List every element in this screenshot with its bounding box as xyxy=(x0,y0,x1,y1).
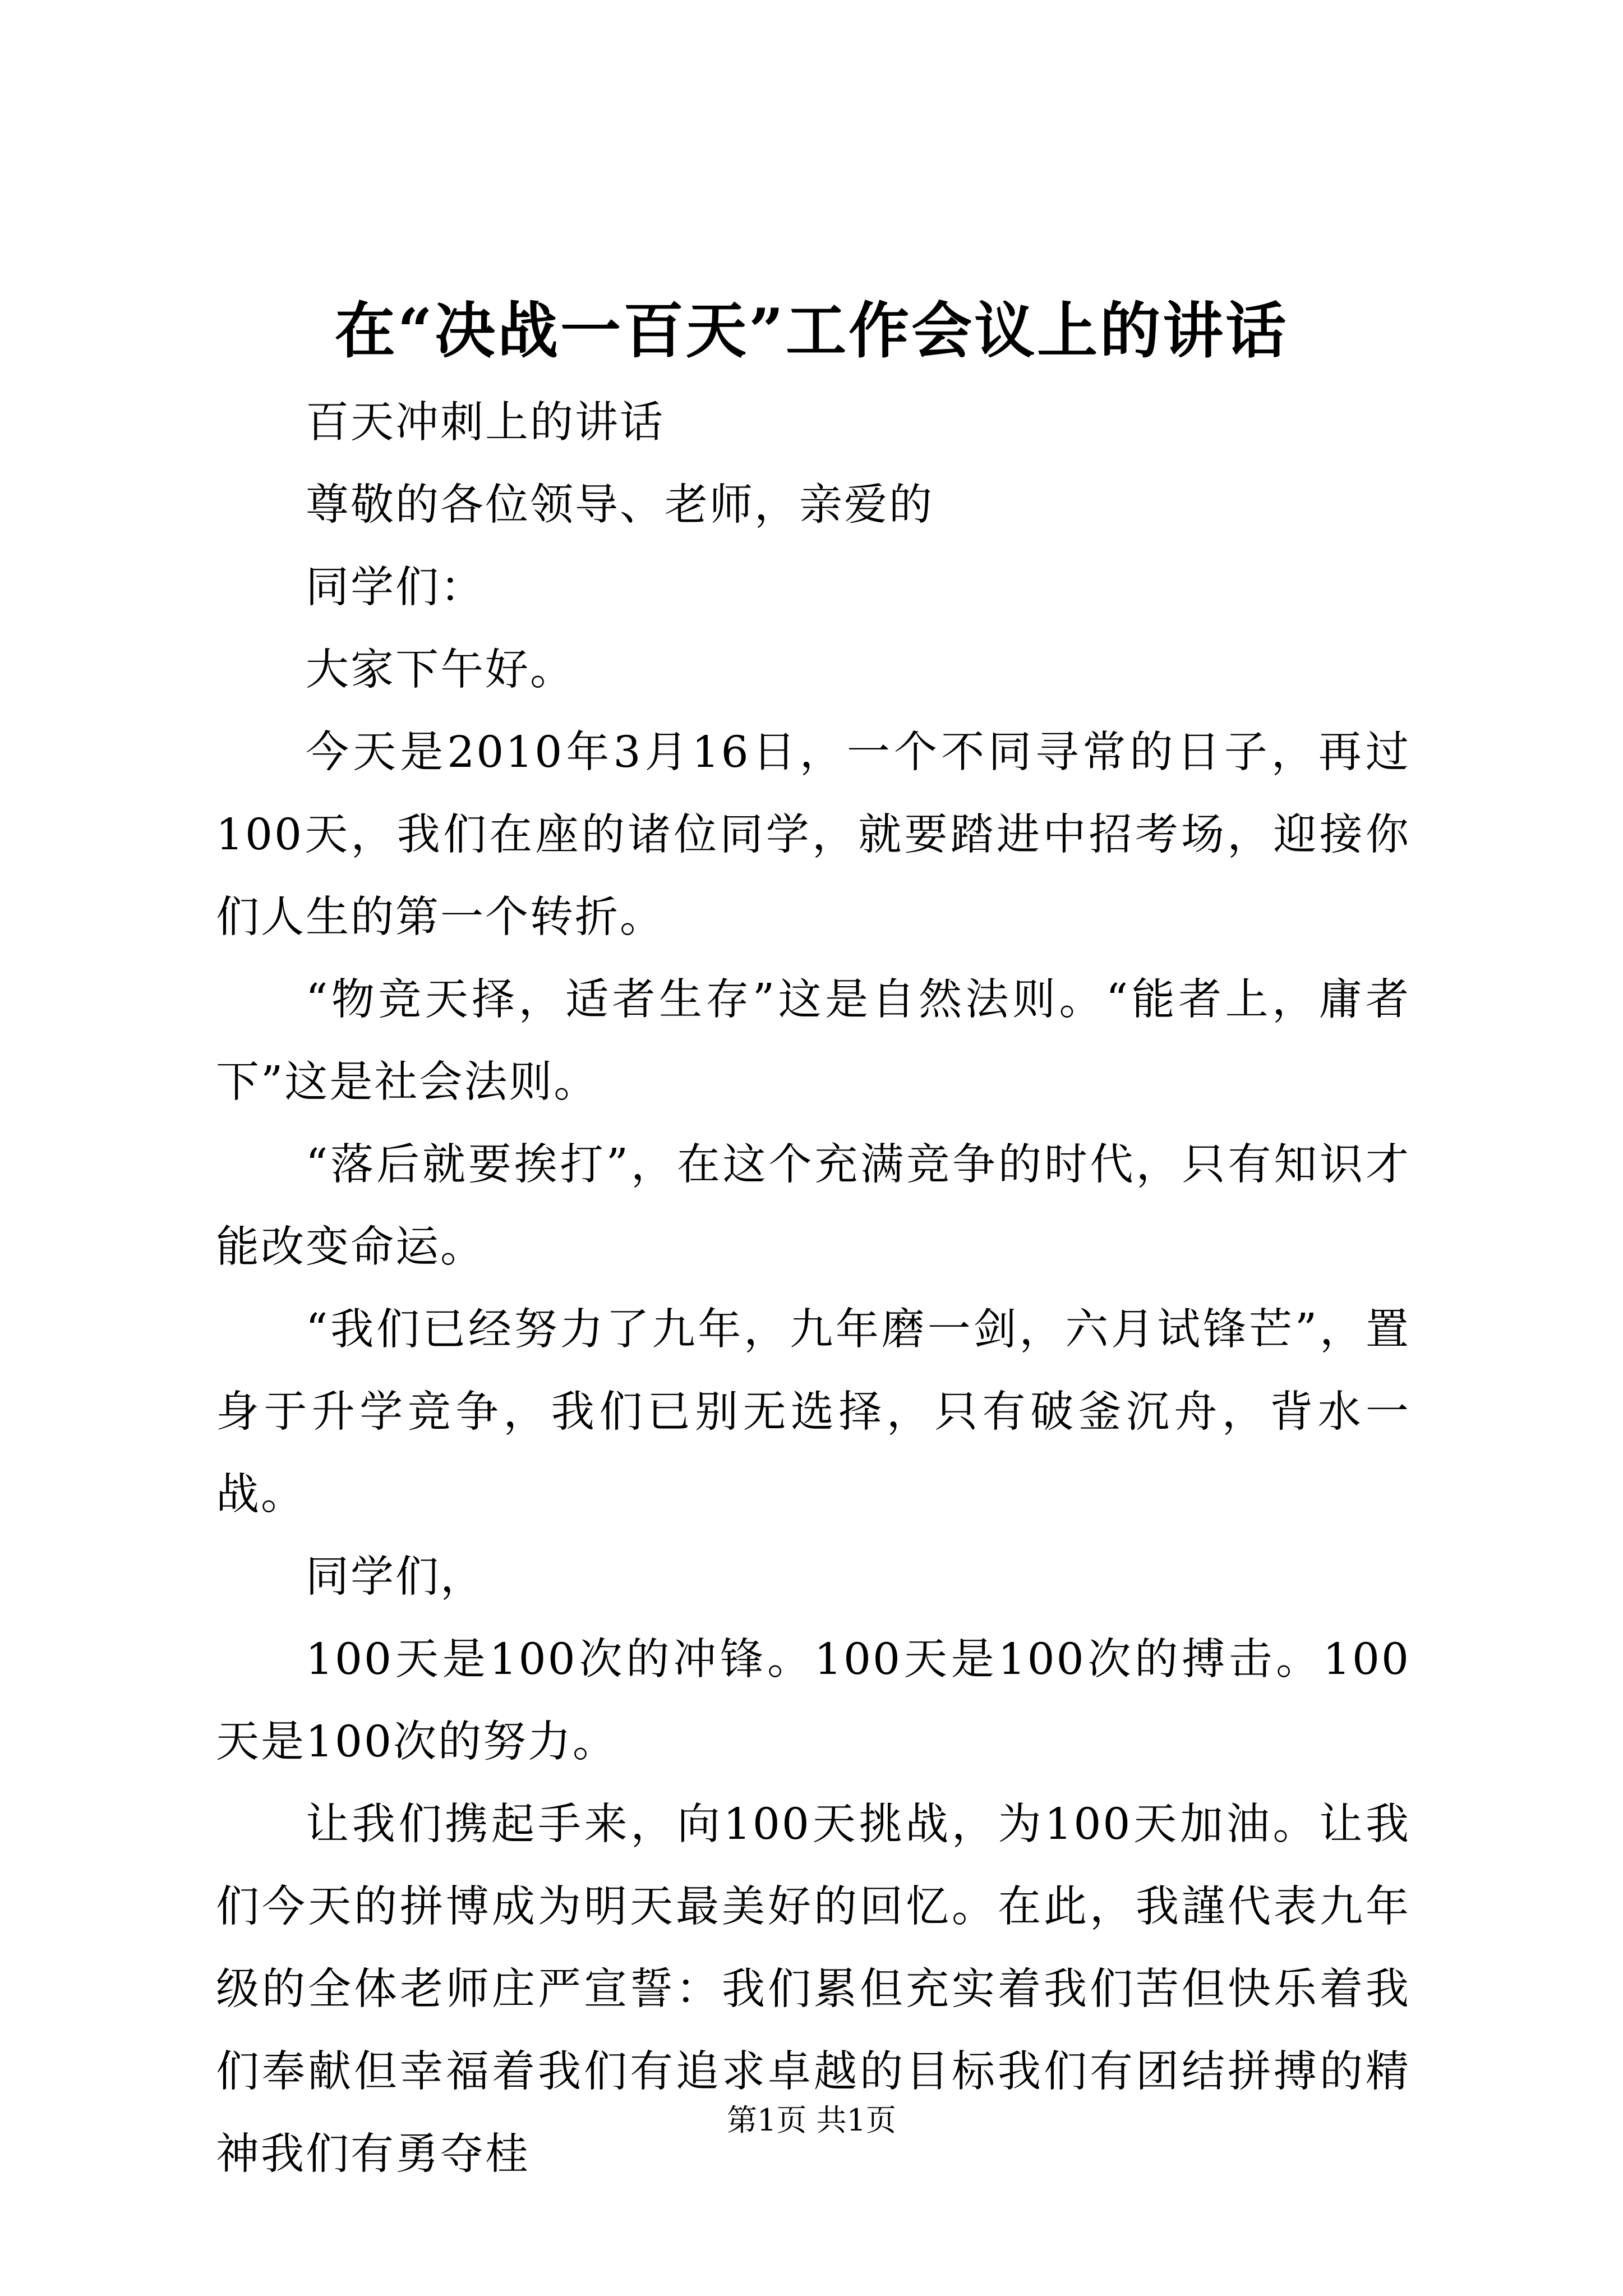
paragraph: “落后就要挨打”，在这个充满竞争的时代，只有知识才能改变命运。 xyxy=(216,1140,1410,1272)
paragraph: 百天冲刺上的讲话 xyxy=(306,398,665,448)
document-body xyxy=(216,381,1410,2196)
paragraph: 100天是100次的冲锋。100天是100次的搏击。100天是100次的努力。 xyxy=(216,1635,1410,1767)
paragraph: “我们已经努力了九年，九年磨一剑，六月试锋芒”，置身于升学竞争，我们已别无选择，只有破釜沉舟，背水一战。 xyxy=(216,1305,1410,1520)
paragraph: 尊敬的各位领导、老师，亲爱的 xyxy=(306,480,934,530)
paragraph: 同学们： xyxy=(306,563,485,613)
paragraph: “物竞天择，适者生存”这是自然法则。“能者上，庸者下”这是社会法则。 xyxy=(216,975,1410,1107)
page-number-footer: 第1页 共1页 xyxy=(727,2102,896,2138)
paragraph: 大家下午好。 xyxy=(306,645,575,695)
paragraph: 同学们， xyxy=(306,1552,485,1602)
paragraph: 今天是2010年3月16日，一个不同寻常的日子，再过100天，我们在座的诸位同学，就要踏进中招考场，迎接你们人生的第一个转折。 xyxy=(216,728,1410,942)
paragraph: 让我们携起手来，向100天挑战，为100天加油。让我们今天的拼博成为明天最美好的回忆。在此，我謹代表九年级的全体老师庄严宣誓：我们累但充实着我们苦但快乐着我们奉献但幸福着我们有追求卓越的目标我们有团结拼搏的精神我们有勇夺桂 xyxy=(216,1800,1410,2179)
document-title: 在“决战一百天”工作会议上的讲话 xyxy=(334,296,1289,366)
